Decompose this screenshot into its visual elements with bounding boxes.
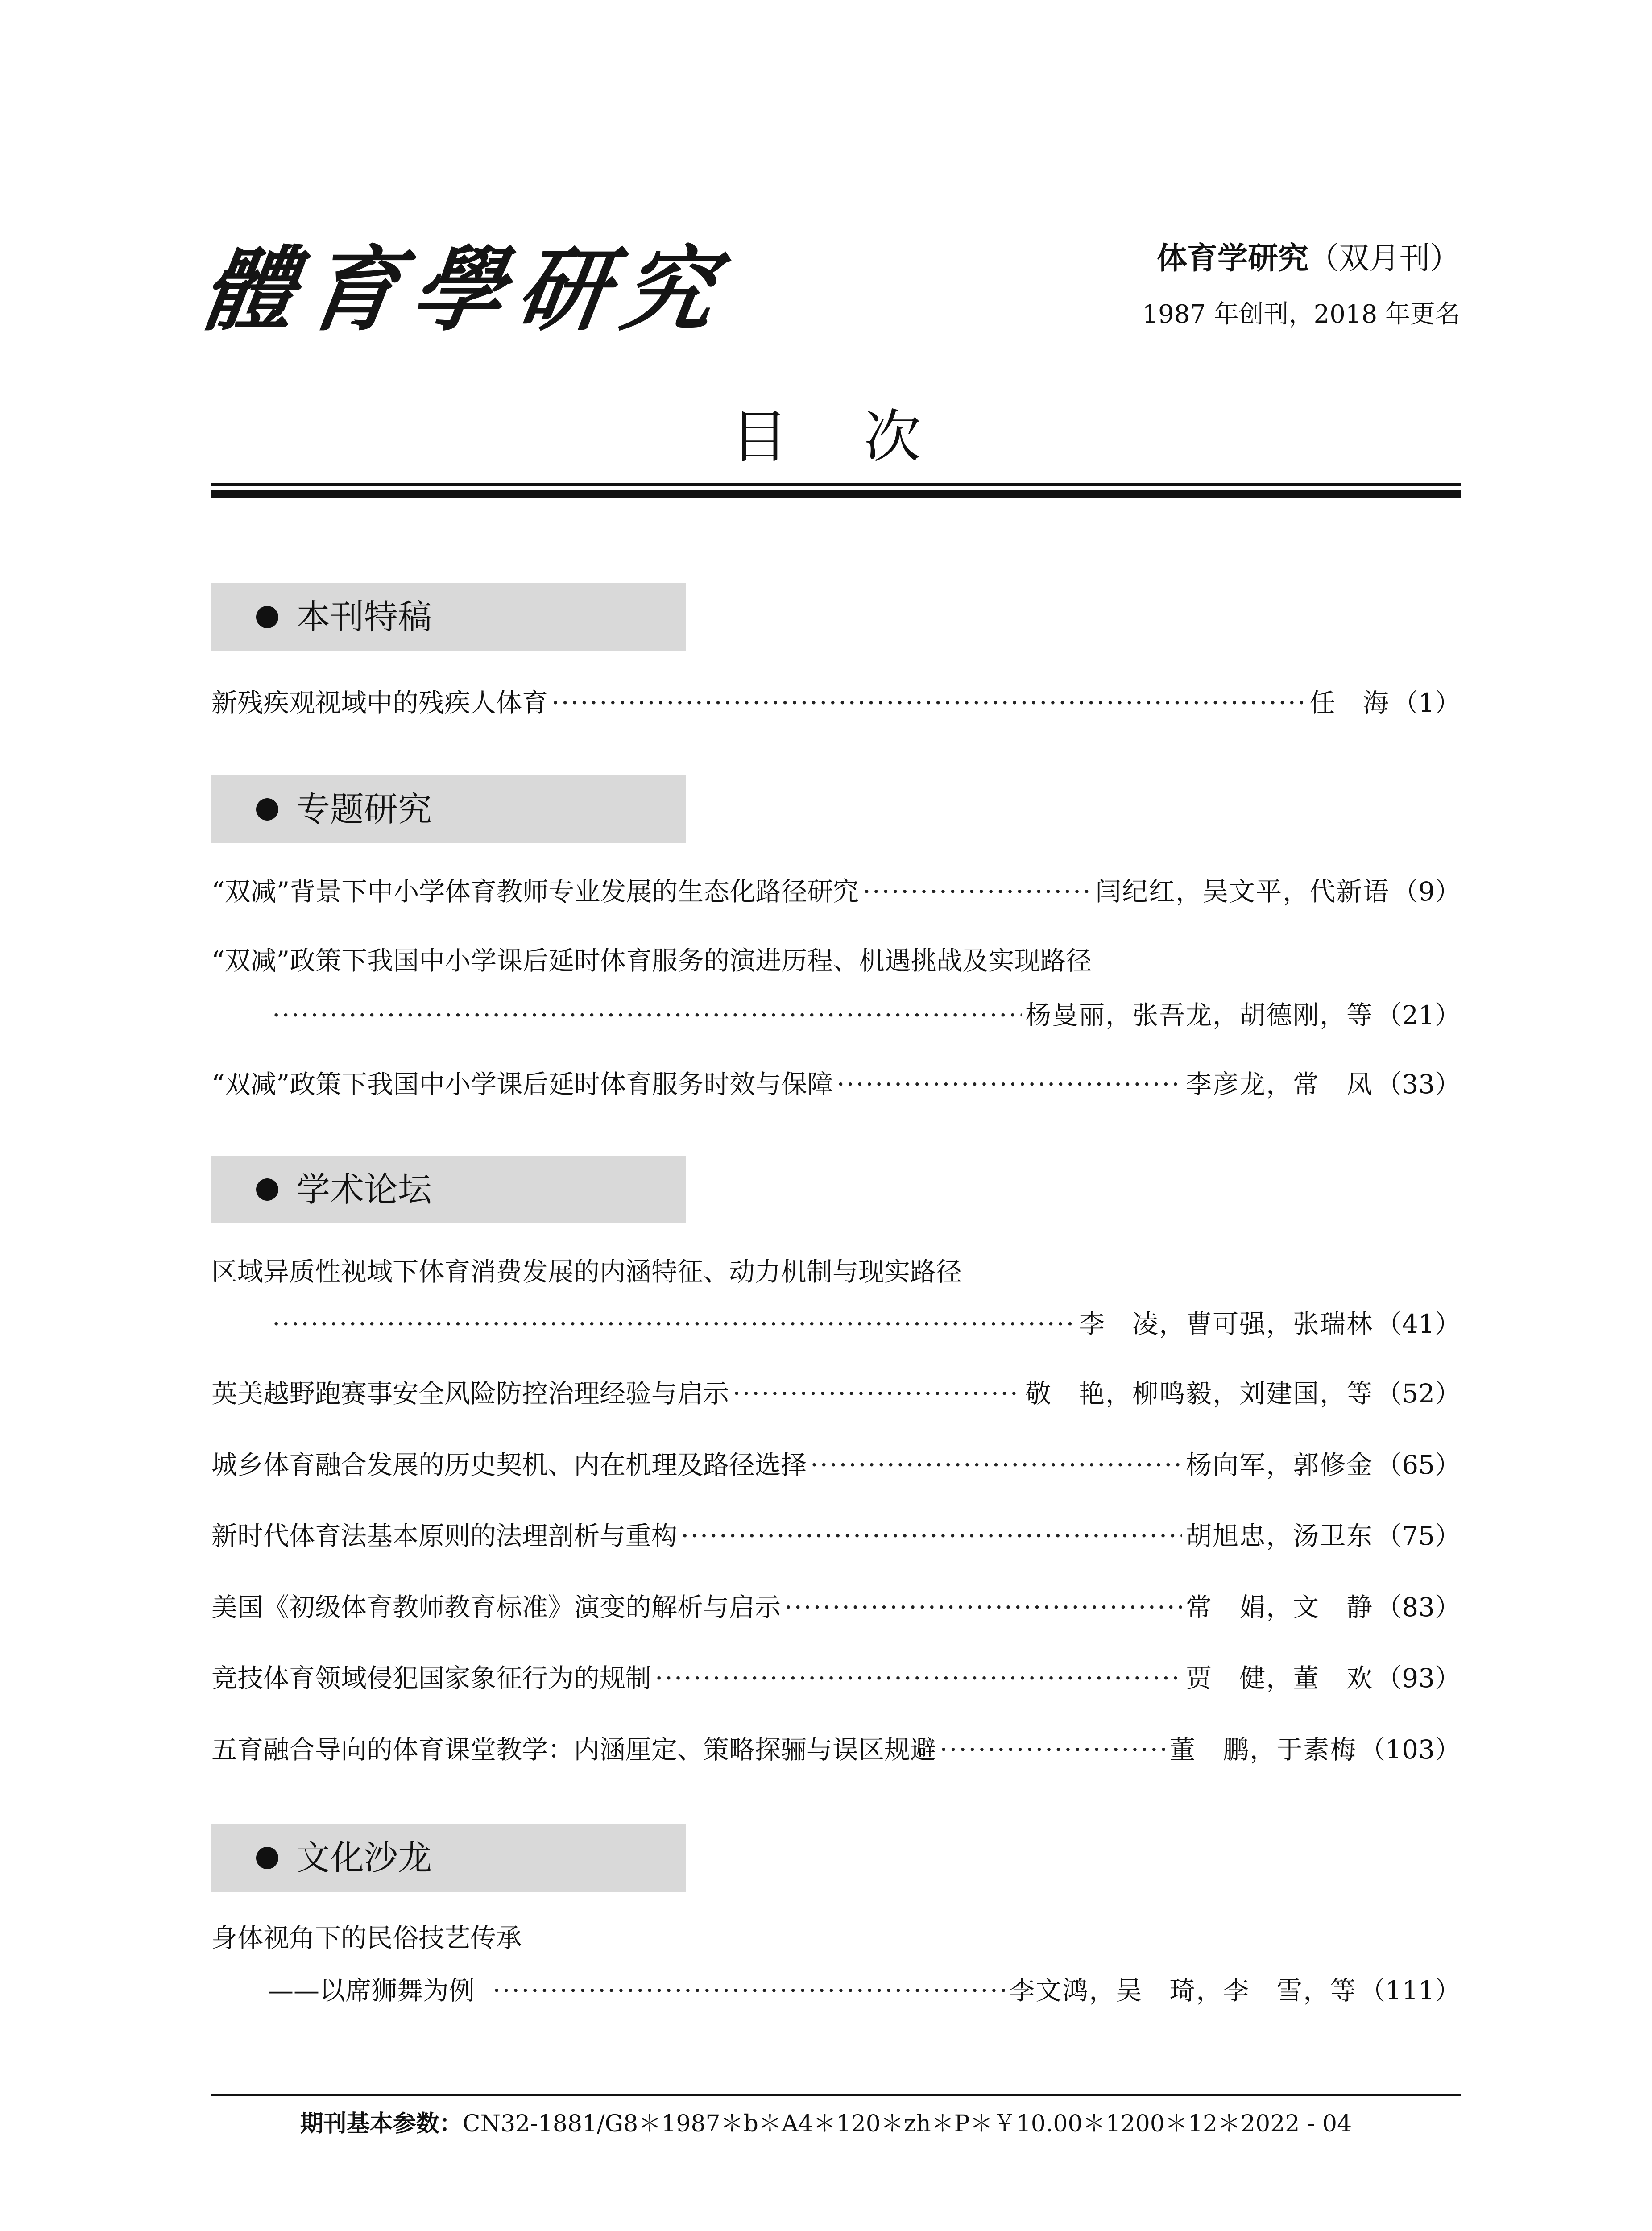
dot-leader	[551, 683, 1306, 723]
article-authors: 贾 健，董 欢	[1186, 1663, 1374, 1693]
journal-name	[1157, 239, 1460, 279]
section-heading	[211, 775, 686, 843]
toc-entry-continuation[interactable]	[268, 1970, 1461, 2011]
dot-leader	[862, 871, 1092, 912]
toc-entry[interactable]	[211, 683, 1461, 723]
toc-entry[interactable]	[211, 1445, 1461, 1485]
article-authors: 常 娟，文 静	[1186, 1592, 1374, 1622]
article-authors: 杨向军，郭修金	[1186, 1450, 1374, 1480]
article-authors: 敬 艳，柳鸣毅，刘建国，等	[1025, 1378, 1374, 1409]
article-subtitle: ——以席狮舞为例	[268, 1975, 475, 2006]
article-title: 英美越野跑赛事安全风险防控治理经验与启示	[211, 1378, 729, 1409]
dot-leader	[655, 1658, 1182, 1698]
article-authors: 杨曼丽，张吾龙，胡德刚，等	[1025, 1000, 1374, 1030]
article-page: （111）	[1359, 1975, 1461, 2006]
article-title: 美国《初级体育教师教育标准》演变的解析与启示	[211, 1592, 781, 1622]
article-page: （33）	[1376, 1069, 1461, 1099]
article-authors: 闫纪红，吴文平，代新语	[1095, 876, 1390, 907]
section-label: 本刊特稿	[296, 597, 432, 637]
article-title: 五育融合导向的体育课堂教学：内涵厘定、策略探骊与误区规避	[211, 1734, 936, 1765]
section-heading	[211, 583, 686, 651]
article-title: 城乡体育融合发展的历史契机、内在机理及路径选择	[211, 1450, 807, 1480]
toc-entry[interactable]	[211, 871, 1461, 912]
journal-parameters	[0, 2106, 1652, 2142]
toc-entry[interactable]	[211, 1064, 1461, 1104]
article-page: （9）	[1392, 876, 1461, 907]
article-page: （1）	[1392, 688, 1461, 718]
article-page: （93）	[1376, 1663, 1461, 1693]
dot-leader	[272, 1304, 1075, 1344]
article-page: （75）	[1376, 1521, 1461, 1551]
dot-leader	[810, 1445, 1182, 1485]
journal-name-text: 体育学研究	[1156, 241, 1308, 276]
article-page: （41）	[1376, 1309, 1461, 1339]
article-page: （83）	[1376, 1592, 1461, 1622]
dot-leader	[836, 1064, 1182, 1104]
article-page: （65）	[1376, 1450, 1461, 1480]
article-authors: 任 海	[1309, 688, 1390, 718]
toc-title: 目次	[731, 404, 997, 470]
dot-leader	[493, 1970, 1005, 2011]
article-title-line[interactable]: 身体视角下的民俗技艺传承	[211, 1923, 522, 1953]
section-label: 文化沙龙	[296, 1838, 432, 1878]
section-heading	[211, 1156, 686, 1223]
toc-entry[interactable]	[211, 1516, 1461, 1556]
article-title-line[interactable]: “双减”政策下我国中小学课后延时体育服务的演进历程、机遇挑战及实现路径	[211, 945, 1092, 976]
article-title: “双减”背景下中小学体育教师专业发展的生态化路径研究	[211, 876, 859, 907]
section-label: 专题研究	[296, 789, 432, 829]
bullet-icon	[256, 606, 278, 628]
article-authors: 李彦龙，常 凤	[1186, 1069, 1374, 1099]
article-authors: 董 鹏，于素梅	[1169, 1734, 1357, 1765]
header-rule-thin	[211, 483, 1461, 486]
article-page: （103）	[1359, 1734, 1461, 1765]
parameters-label: 期刊基本参数：	[300, 2111, 463, 2137]
toc-entry-continuation[interactable]	[272, 995, 1461, 1035]
bullet-icon	[256, 1847, 278, 1869]
article-title: “双减”政策下我国中小学课后延时体育服务时效与保障	[211, 1069, 833, 1099]
bullet-icon	[256, 1178, 278, 1201]
section-label: 学术论坛	[296, 1169, 432, 1209]
header-rule-thick	[211, 490, 1461, 498]
dot-leader	[272, 995, 1022, 1035]
article-title-line[interactable]: 区域异质性视域下体育消费发展的内涵特征、动力机制与现实路径	[211, 1256, 962, 1287]
toc-entry[interactable]	[211, 1729, 1461, 1770]
article-page: （52）	[1376, 1378, 1461, 1409]
bullet-icon	[256, 798, 278, 821]
toc-entry[interactable]	[211, 1373, 1461, 1414]
journal-logo: 體育學研究	[195, 236, 735, 344]
article-title: 新残疾观视域中的残疾人体育	[211, 688, 548, 718]
parameters-value: CN32-1881/G8＊1987＊b＊A4＊120＊zh＊P＊￥10.00＊1200＊12＊2022 - 04	[462, 2111, 1352, 2137]
toc-entry[interactable]	[211, 1658, 1461, 1698]
section-heading	[211, 1824, 686, 1892]
article-title: 新时代体育法基本原则的法理剖析与重构	[211, 1521, 678, 1551]
dot-leader	[940, 1729, 1166, 1770]
article-authors: 李文鸿，吴 琦，李 雪，等	[1009, 1975, 1357, 2006]
toc-entry-continuation[interactable]	[272, 1304, 1461, 1344]
article-page: （21）	[1376, 1000, 1461, 1030]
footer-rule	[211, 2094, 1461, 2096]
article-authors: 李 凌，曹可强，张瑞林	[1079, 1309, 1374, 1339]
toc-entry[interactable]	[211, 1587, 1461, 1627]
article-authors: 胡旭忠，汤卫东	[1186, 1521, 1374, 1551]
dot-leader	[681, 1516, 1182, 1556]
dot-leader	[733, 1373, 1022, 1414]
article-title: 竞技体育领域侵犯国家象征行为的规制	[211, 1663, 652, 1693]
journal-frequency: （双月刊）	[1308, 241, 1460, 276]
dot-leader	[784, 1587, 1182, 1627]
journal-founded: 1987 年创刊，2018 年更名	[1142, 300, 1460, 329]
